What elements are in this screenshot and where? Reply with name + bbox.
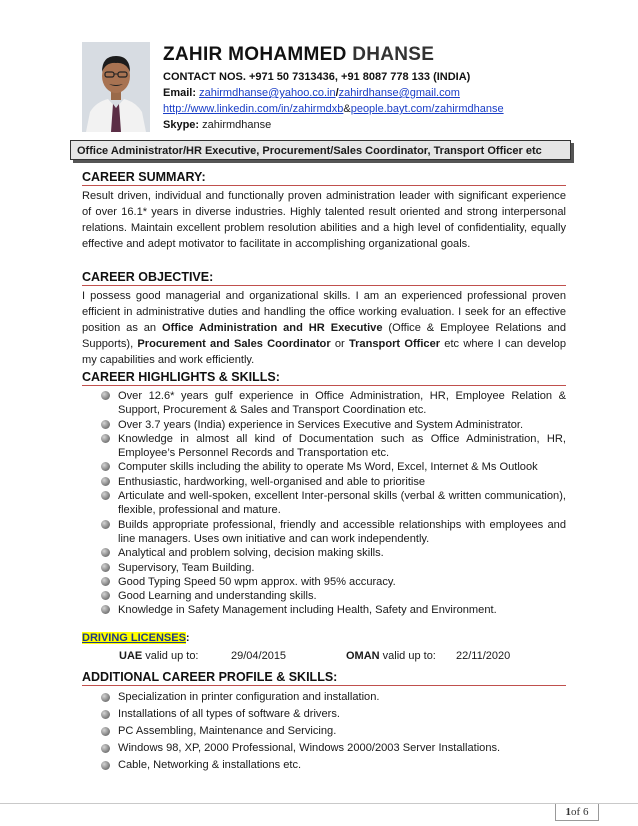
list-item	[100, 546, 566, 560]
email-line	[163, 87, 460, 99]
footer-divider	[0, 803, 638, 804]
email-separator: /	[335, 87, 339, 99]
list-item	[100, 460, 566, 474]
list-item	[100, 432, 566, 461]
objective-text-2: (Office & Employee Relations and Supports),	[82, 322, 566, 350]
list-item	[100, 418, 566, 432]
email-link-1[interactable]: zahirmdhanse@yahoo.co.in	[199, 87, 336, 99]
list-item	[100, 561, 566, 575]
bullet-icon	[101, 477, 110, 486]
list-item-text: Knowledge in almost all kind of Documentation such as Office Administration, HR, Employee’s Personnel Records and Transportation etc.	[118, 432, 566, 460]
skype-line	[163, 119, 271, 131]
list-item	[100, 740, 566, 757]
name-last: DHANSE	[352, 44, 435, 65]
bullet-icon	[101, 548, 110, 557]
bullet-icon	[101, 744, 110, 753]
name-first: ZAHIR MOHAMMED	[163, 44, 347, 65]
career-highlights-heading: CAREER HIGHLIGHTS & SKILLS:	[82, 370, 566, 386]
license-uae	[119, 650, 199, 662]
bullet-icon	[101, 420, 110, 429]
contact-text: CONTACT NOS. +971 50 7313436, +91 8087 778 133 (INDIA)	[163, 71, 471, 83]
candidate-name	[163, 44, 434, 66]
bayt-link[interactable]: people.bayt.com/zahirmdhanse	[350, 103, 504, 115]
objective-text-1: I possess good managerial and organizational skills. I am an experienced professional proven efficient in administrative duties and handling the office working evaluation. I seek for an effective position as an	[82, 290, 566, 334]
objective-text-4: etc where I can develop my capabilities and work efficiently.	[82, 338, 566, 366]
bullet-icon	[101, 710, 110, 719]
list-item-text: Computer skills including the ability to operate Ms Word, Excel, Internet & Ms Outlook	[118, 461, 538, 474]
career-summary-heading: CAREER SUMMARY:	[82, 170, 566, 186]
bullet-icon	[101, 761, 110, 770]
bullet-icon	[101, 462, 110, 471]
web-separator: &	[343, 103, 351, 115]
list-item-text: Supervisory, Team Building.	[118, 561, 255, 574]
list-item-text: Over 3.7 years (India) experience in Services Executive and System Administrator.	[118, 418, 524, 431]
career-objective-heading: CAREER OBJECTIVE:	[82, 270, 566, 286]
list-item	[100, 575, 566, 589]
list-item-text: PC Assembling, Maintenance and Servicing.	[118, 725, 337, 737]
objective-text-3: or	[330, 338, 349, 350]
list-item-text: Articulate and well-spoken, excellent Inter-personal skills (verbal & written communication), flexible, professional and mature.	[118, 490, 566, 517]
contact-numbers	[163, 71, 470, 83]
bullet-icon	[101, 727, 110, 736]
list-item	[100, 389, 566, 418]
additional-list	[100, 689, 566, 774]
uae-date: 29/04/2015	[231, 650, 287, 662]
profile-photo	[82, 42, 150, 132]
list-item	[100, 518, 566, 547]
list-item	[100, 589, 566, 603]
list-item-text: Knowledge in Safety Management including Health, Safety and Environment.	[118, 604, 497, 617]
list-item-text: Specialization in printer configuration and installation.	[118, 691, 380, 703]
list-item	[100, 475, 566, 489]
driving-licenses-heading	[82, 632, 190, 644]
list-item	[100, 689, 566, 706]
list-item-text: Windows 98, XP, 2000 Professional, Windows 2000/2003 Server Installations.	[118, 742, 501, 754]
skype-id: zahirmdhanse	[202, 119, 272, 131]
career-objective-text	[82, 288, 566, 368]
web-line	[163, 103, 504, 115]
list-item	[100, 706, 566, 723]
page-current: 1	[565, 806, 572, 818]
oman-text: valid up to:	[379, 650, 436, 662]
bullet-icon	[101, 391, 110, 400]
list-item-text: Enthusiastic, hardworking, well-organised and able to prioritise	[118, 475, 426, 488]
list-item-text: Installations of all types of software & drivers.	[118, 708, 340, 720]
linkedin-link[interactable]: http://www.linkedin.com/in/zahirmdxb	[163, 103, 344, 115]
additional-profile-heading: ADDITIONAL CAREER PROFILE & SKILLS:	[82, 670, 566, 686]
list-item-text: Over 12.6* years gulf experience in Office Administration, HR, Employee Relation & Support, Procurement & Sales and Transport Coordination etc.	[118, 390, 566, 417]
oman-label: OMAN	[346, 650, 380, 662]
email-link-2[interactable]: zahirdhanse@gmail.com	[338, 87, 460, 99]
person-portrait-icon	[82, 42, 150, 132]
oman-date: 22/11/2020	[456, 650, 511, 662]
bullet-icon	[101, 605, 110, 614]
list-item-text: Analytical and problem solving, decision making skills.	[118, 547, 384, 560]
list-item-text: Good Typing Speed 50 wpm approx. with 95% accuracy.	[118, 575, 396, 588]
driving-licenses-label: DRIVING LICENSES	[82, 632, 186, 644]
list-item	[100, 489, 566, 518]
list-item	[100, 603, 566, 617]
uae-text: valid up to:	[142, 650, 199, 662]
objective-bold-1: Office Administration and HR Executive	[162, 322, 383, 334]
skype-label: Skype:	[163, 119, 200, 131]
bullet-icon	[101, 491, 110, 500]
bullet-icon	[101, 434, 110, 443]
page-total: of 6	[571, 806, 589, 818]
job-title-box: Office Administrator/HR Executive, Procurement/Sales Coordinator, Transport Officer etc	[70, 140, 571, 160]
licenses-colon: :	[185, 632, 190, 644]
license-oman	[346, 650, 436, 662]
list-item-text: Good Learning and understanding skills.	[118, 590, 317, 603]
objective-bold-2: Procurement and Sales Coordinator	[137, 338, 331, 350]
bullet-icon	[101, 591, 110, 600]
bullet-icon	[101, 577, 110, 586]
uae-label: UAE	[119, 650, 143, 662]
objective-bold-3: Transport Officer	[348, 338, 441, 350]
list-item	[100, 723, 566, 740]
list-item	[100, 757, 566, 774]
bullet-icon	[101, 563, 110, 572]
email-label: Email:	[163, 87, 197, 99]
career-summary-text: Result driven, individual and functionally proven administration leader with significant experience of over 16.1* years in diverse industries. Highly talented result oriented and strong interpersonal relations. Maintain excellent problem resolution abilities and a high level of confidentiality, equally effective and adept motivator to facilitate in accomplishing organizational goals.	[82, 190, 566, 250]
bullet-icon	[101, 693, 110, 702]
bullet-icon	[101, 520, 110, 529]
list-item-text: Cable, Networking & installations etc.	[118, 759, 302, 771]
highlights-list	[100, 389, 566, 618]
list-item-text: Builds appropriate professional, friendly and accessible relationships with employees and line managers. Uses own initiative and can work independently.	[118, 518, 566, 545]
page-number	[555, 804, 599, 821]
